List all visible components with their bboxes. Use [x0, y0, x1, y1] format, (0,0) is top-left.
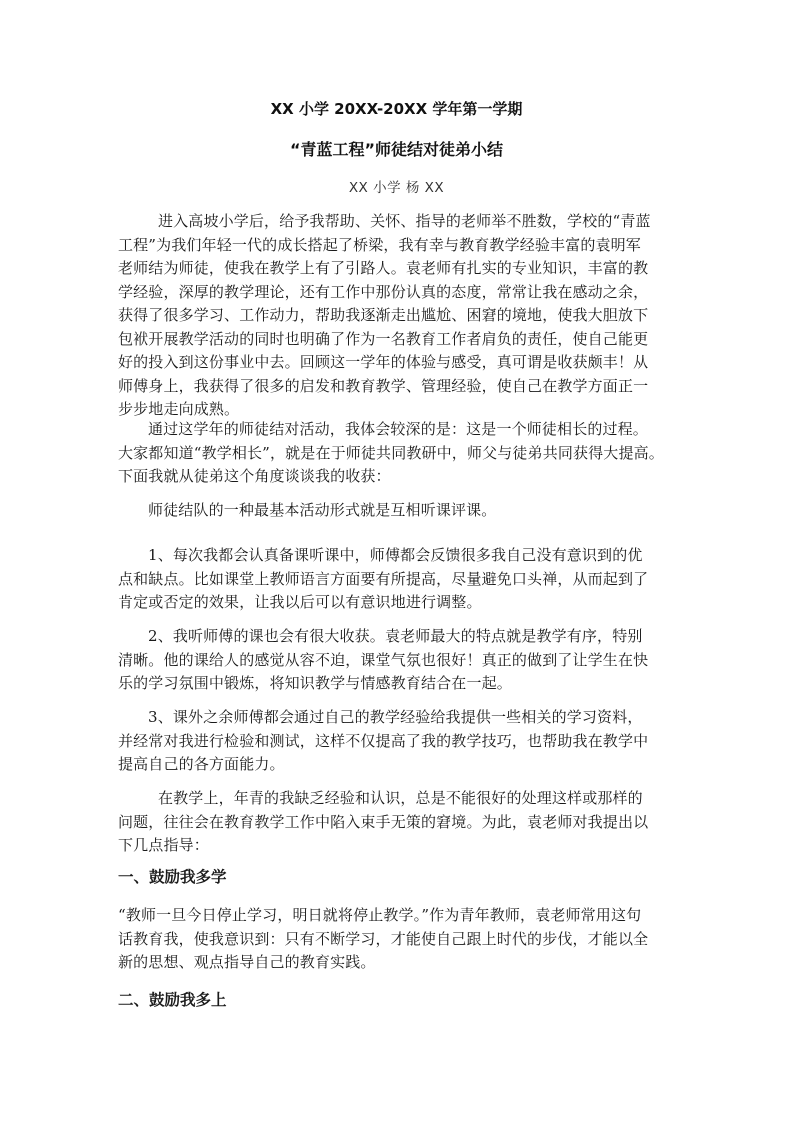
text-line: 在教学上，年青的我缺乏经验和认识，总是不能很好的处理这样或那样的	[158, 789, 643, 807]
document-author: XX 小学 杨 XX	[348, 180, 445, 196]
text-line: “教师一旦今日停止学习，明日就将停止教学。”作为青年教师，袁老师常用这句	[118, 906, 642, 924]
text-line: 工程”为我们年轻一代的成长搭起了桥梁，我有幸与教育教学经验丰富的袁明军	[118, 235, 641, 254]
text-line: 大家都知道“教学相长”，就是在于师徒共同教研中，师父与徒弟共同获得大提高。	[118, 443, 664, 462]
text-line: 新的思想、观点指导自己的教育实践。	[118, 953, 376, 971]
section-heading-2: 二、鼓励我多上	[118, 991, 227, 1009]
text-line: 2、我听师傅的课也会有很大收获。袁老师最大的特点就是教学有序，特别	[148, 627, 643, 645]
text-line: 进入高坡小学后，给予我帮助、关怀、指导的老师举不胜数，学校的“青蓝	[158, 212, 651, 230]
paragraph-point-3	[118, 706, 676, 777]
text-line: 问题，往往会在教育教学工作中陷入束手无策的窘境。为此，袁老师对我提出以	[118, 812, 649, 831]
text-line: 获得了很多学习、工作动力，帮助我逐渐走出尴尬、困窘的境地，使我大胆放下	[118, 306, 649, 324]
paragraph-point-2	[118, 625, 676, 696]
paragraph-mentorship	[118, 418, 676, 489]
paragraph-section-1	[118, 904, 676, 975]
text-line: 话教育我，使我意识到：只有不断学习，才能使自己跟上时代的步伐，才能以全	[118, 929, 649, 948]
text-line: 点和缺点。比如课堂上教师语言方面要有所提高，尽量避免口头禅，从而起到了	[118, 569, 649, 588]
text-line: 下面我就从徒弟这个角度谈谈我的收获：	[118, 467, 391, 485]
text-line: 下几点指导：	[118, 836, 209, 854]
document-subtitle: “青蓝工程”师徒结对徒弟小结	[289, 140, 504, 159]
paragraph-guidance	[118, 787, 676, 858]
text-line: 提高自己的各方面能力。	[118, 755, 285, 773]
text-line: 师傅身上，我获得了很多的启发和教育教学、管理经验，使自己在教学方面正一	[118, 376, 649, 395]
text-line: 通过这学年的师徒结对活动，我体会较深的是：这是一个师徒相长的过程。	[148, 420, 648, 438]
paragraph-intro	[118, 210, 676, 422]
text-line: 并经常对我进行检验和测试，这样不仅提高了我的教学技巧，也帮助我在教学中	[118, 731, 649, 750]
text-line: 步步地走向成熟。	[118, 400, 240, 418]
text-line: 学经验，深厚的教学理论，还有工作中那份认真的态度，常常让我在感动之余，	[118, 282, 649, 301]
text-line: 1、每次我都会认真备课听课中，师傅都会反馈很多我自己没有意识到的优	[148, 546, 643, 564]
text-line: 包袱开展教学活动的同时也明确了作为一名教育工作者肩负的责任，使自己能更	[118, 329, 649, 348]
text-line: 乐的学习氛围中锻炼，将知识教学与情感教育结合在一起。	[118, 674, 512, 692]
text-line: 肯定或否定的效果，让我以后可以有意识地进行调整。	[118, 593, 482, 611]
document-title: XX 小学 20XX-20XX 学年第一学期	[270, 100, 523, 118]
text-line: 3、课外之余师傅都会通过自己的教学经验给我提供一些相关的学习资料，	[148, 708, 643, 726]
text-line: 好的投入到这份事业中去。回顾这一学年的体验与感受，真可谓是收获颇丰！从	[118, 353, 649, 371]
text-line: 清晰。他的课给人的感觉从容不迫，课堂气氛也很好！真正的做到了让学生在快	[118, 650, 649, 669]
text-line: 老师结为师徒，使我在教学上有了引路人。袁老师有扎实的专业知识，丰富的教	[118, 259, 649, 277]
paragraph-activity	[118, 499, 676, 523]
text-line: 师徒结队的一种最基本活动形式就是互相听课评课。	[148, 501, 497, 519]
section-heading-1: 一、鼓励我多学	[118, 868, 227, 886]
paragraph-point-1	[118, 544, 676, 615]
